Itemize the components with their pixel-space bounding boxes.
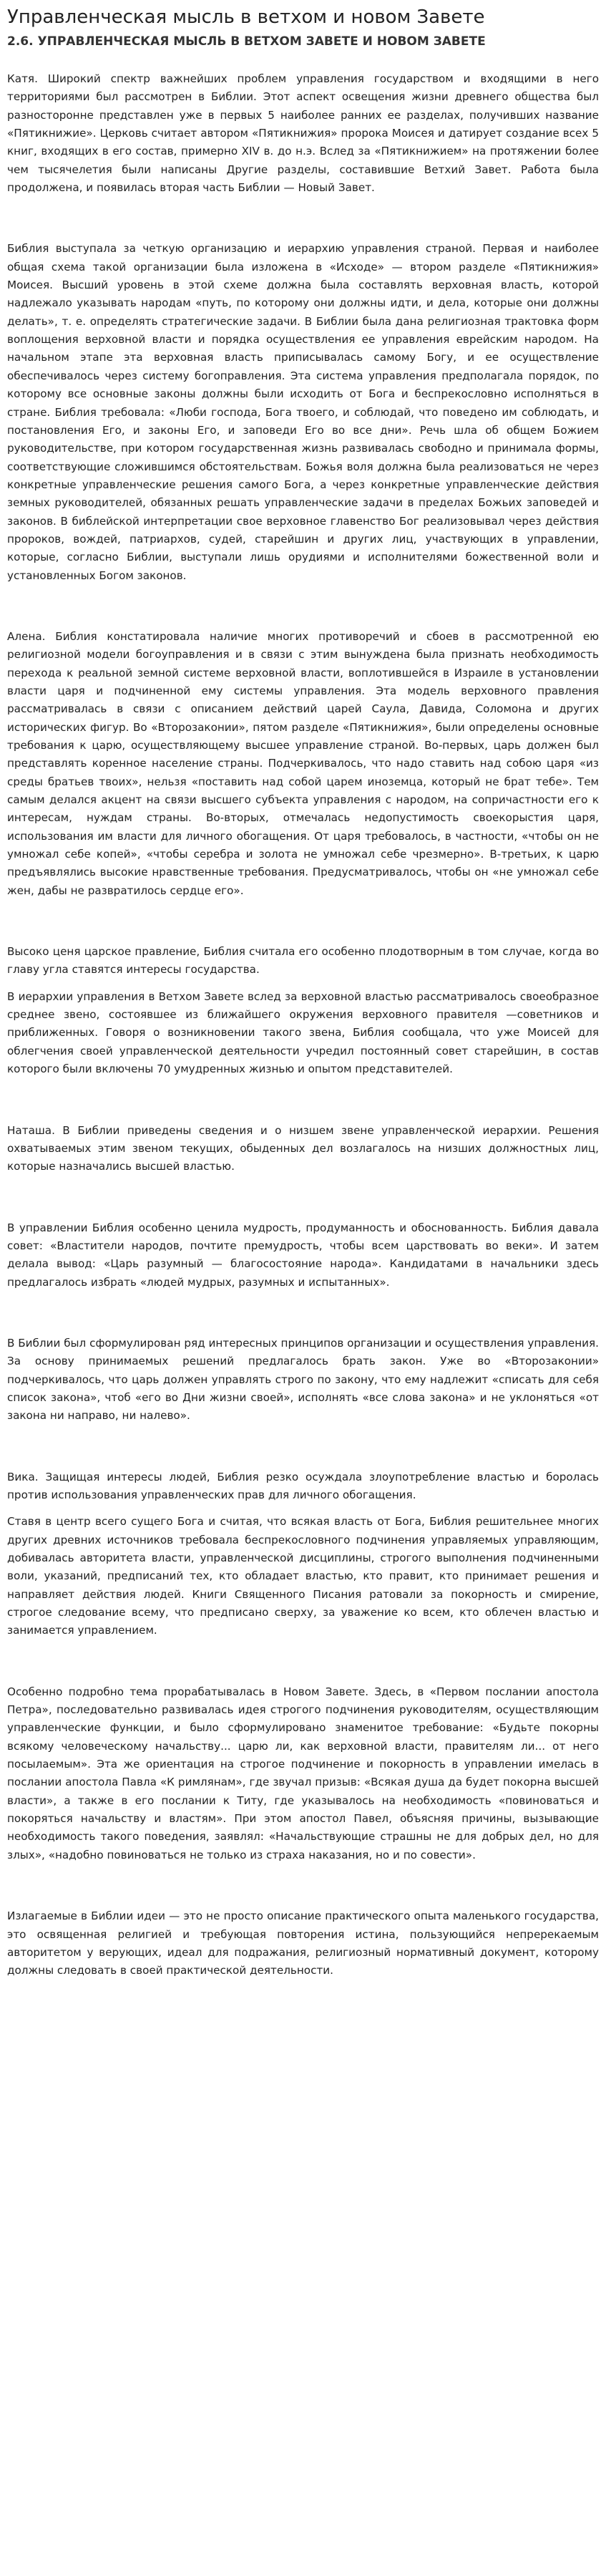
paragraph: В управлении Библия особенно ценила мудрость, продуманность и обоснованность. Библия давала совет: «Властители народов, почтите премудрость, чтобы всем царствовать во веки». И затем делала вывод: «Царь разумный — благосостояние народа». Кандидатами в начальники здесь предлагалось избрать «людей мудрых, разумных и испытанных». (7, 1221, 599, 1289)
paragraph: Особенно подробно тема прорабатывалась в Новом Завете. Здесь, в «Первом послании апостола Петра», последовательно развивалась идея строгого подчинения руководителям, осуществляющим управленческие функции, и было сформулировано знаменитое требование: «Будьте покорны всякому человеческому начальству... царю ли, как верховной власти, правителям ли... от него посылаемым». Эта же ориентация на строгое подчинение и покорность в управлении имелась в послании апостола Павла «К римлянам», где звучал призыв: «Всякая душа да будет покорна высшей власти», а также в его послании к Титу, где указывалось на необходимость «повиноваться и покоряться начальству и властям». При этом апостол Павел, объясняя причины, вызывающие необходимость такого поведения, заявлял: «Начальствующие страшны не для добрых дел, но для злых», «надобно повиноваться не только из страха наказания, но и по совести». (7, 1685, 599, 1861)
paragraph: Библия выступала за четкую организацию и иерархию управления страной. Первая и наиболее общая схема такой организации была изложена в «Исходе» — втором разделе «Пятикнижия» Моисея. Высший уровень в этой схеме должна была составлять верховная власть, которой надлежало указывать народам «путь, по которому они должны идти, и дела, которые они должны делать», т. е. определять стратегические задачи. В Библии была дана религиозная трактовка форм воплощения верховной власти и порядка осуществления ее управления еврейским народом. На начальном этапе эта верховная власть приписывалась самому Богу, и ее осуществление обеспечивалось через систему богоправления. Эта система управления предполагала порядок, по которому все основные законы должны были исходить от Бога и беспрекословно исполняться в стране. Библия требовала: «Люби господа, Бога твоего, и соблюдай, что поведено им соблюдать, и постановления Его, и законы Его, и заповеди Его во все дни». Речь шла об общем Божием руководительстве, при котором государственная жизнь развивалась свободно и принимала формы, соответствующие сложившимся обстоятельствам. Божья воля должна была реализоваться не через конкретные управленческие решения самого Бога, а через конкретные управленческие действия земных руководителей, обязанных решать управленческие задачи в пределах Божьих заповедей и законов. В библейской интерпретации свое верховное главенство Бог реализовывал через действия пророков, вождей, патриархов, судей, старейшин и других лиц, участвующих в управлении, которые, согласно Библии, выступали лишь орудиями и исполнителями божественной воли и установленных Богом законов. (7, 242, 599, 582)
document-body (7, 70, 599, 1980)
paragraph: Алена. Библия констатировала наличие многих противоречий и сбоев в рассмотренной ею религиозной модели богоуправления и в связи с этим вынуждена была признать необходимость перехода к реальной земной системе верховной власти, воплотившейся в Израиле в установлении власти царя и подчиненной ему системы управления. Эта модель верховного правления рассматривалась в связи с описанием действий царей Саула, Давида, Соломона и других исторических фигур. Во «Второзаконии», пятом разделе «Пятикнижия», были определены основные требования к царю, осуществляющему высшее управление страной. Во-первых, царь должен был представлять коренное население страны. Подчеркивалось, что надо ставить над собою царя «из среды братьев твоих», нельзя «поставить над собой царем иноземца, который не брат тебе». Тем самым делался акцент на связи высшего субъекта управления с народом, на сопричастности его к интересам, нуждам страны. Во-вторых, отмечалась недопустимость своекорыстия царя, использования им власти для личного обогащения. От царя требовалось, в частности, «чтобы он не умножал себе копей», «чтобы серебра и золота не умножал себе чрезмерно». В-третьих, к царю предъявлялись высокие нравственные требования. Предусматривалось, чтобы он «не умножал себе жен, дабы не развратилось сердце его». (7, 629, 599, 897)
paragraph: В Библии был сформулирован ряд интересных принципов организации и осуществления управления. За основу принимаемых решений предлагалось брать закон. Уже во «Второзаконии» подчеркивалось, что царь должен управлять строго по закону, что ему надлежит «списать для себя список закона», чтоб «его во Дни жизни своей», исполнять «все слова закона» и не уклоняться «от закона ни направо, ни налево». (7, 1336, 599, 1423)
page-title: Управленческая мысль в ветхом и новом Завете (7, 6, 485, 28)
paragraph: Наташа. В Библии приведены сведения и о низшем звене управленческой иерархии. Решения охватываемых этим звеном текущих, обыденных дел возлагалось на низших должностных лиц, которые назначались высшей властью. (7, 1123, 599, 1173)
paragraph: В иерархии управления в Ветхом Завете вслед за верховной властью рассматривалось своеобразное среднее звено, состоявшее из ближайшего окружения верховного правителя —советников и приближенных. Говоря о возникновении такого звена, Библия сообщала, что уже Моисей для облегчения своей управленческой деятельности учредил постоянный совет старейшин, в состав которого были включены 70 умудренных жизнью и опытом представителей. (7, 989, 599, 1076)
paragraph: Катя. Широкий спектр важнейших проблем управления государством и входящими в него территориями был рассмотрен в Библии. Этот аспект освещения жизни древнего общества был разносторонне представлен уже в первых 5 наиболее ранних ее разделах, получивших название «Пятикнижие». Церковь считает автором «Пятикнижия» пророка Моисея и датирует создание всех 5 книг, входящих в его состав, примерно XIV в. до н.э. Вслед за «Пятикнижием» на протяжении более чем тысячелетия были написаны Другие разделы, составившие Ветхий Завет. Работа была продолжена, и появилась вторая часть Библии — Новый Завет. (7, 72, 599, 195)
paragraph: Излагаемые в Библии идеи — это не просто описание практического опыта маленького государства, это освященная религией и требующая повторения истина, пользующийся непререкаемым авторитетом у верующих, идеал для подражания, религиозный нормативный документ, которому должны следовать в своей практической деятельности. (7, 1909, 599, 1977)
paragraph: Высоко ценя царское правление, Библия считала его особенно плодотворным в том случае, когда во главу угла ставятся интересы государства. (7, 945, 599, 977)
paragraph: Вика. Защищая интересы людей, Библия резко осуждала злоупотребление властью и боролась против использования управленческих прав для личного обогащения. (7, 1470, 599, 1501)
paragraph: Ставя в центр всего сущего Бога и считая, что всякая власть от Бога, Библия решительнее многих других древних источников требовала беспрекословного подчинения управляемых управляющим, добивалась авторитета власти, управленческой дисциплины, строгого выполнения подчиненными воли, указаний, предписаний тех, кто обладает властью, кто правит, кто принимает решения и направляет действия людей. Книги Священного Писания ратовали за покорность и смирение, строгое следование всему, что предписано сверху, за уважение ко всем, кто облечен властью и занимается управлением. (7, 1515, 599, 1637)
section-heading: 2.6. УПРАВЛЕНЧЕСКАЯ МЫСЛЬ В ВЕТХОМ ЗАВЕТЕ И НОВОМ ЗАВЕТЕ (7, 34, 486, 49)
